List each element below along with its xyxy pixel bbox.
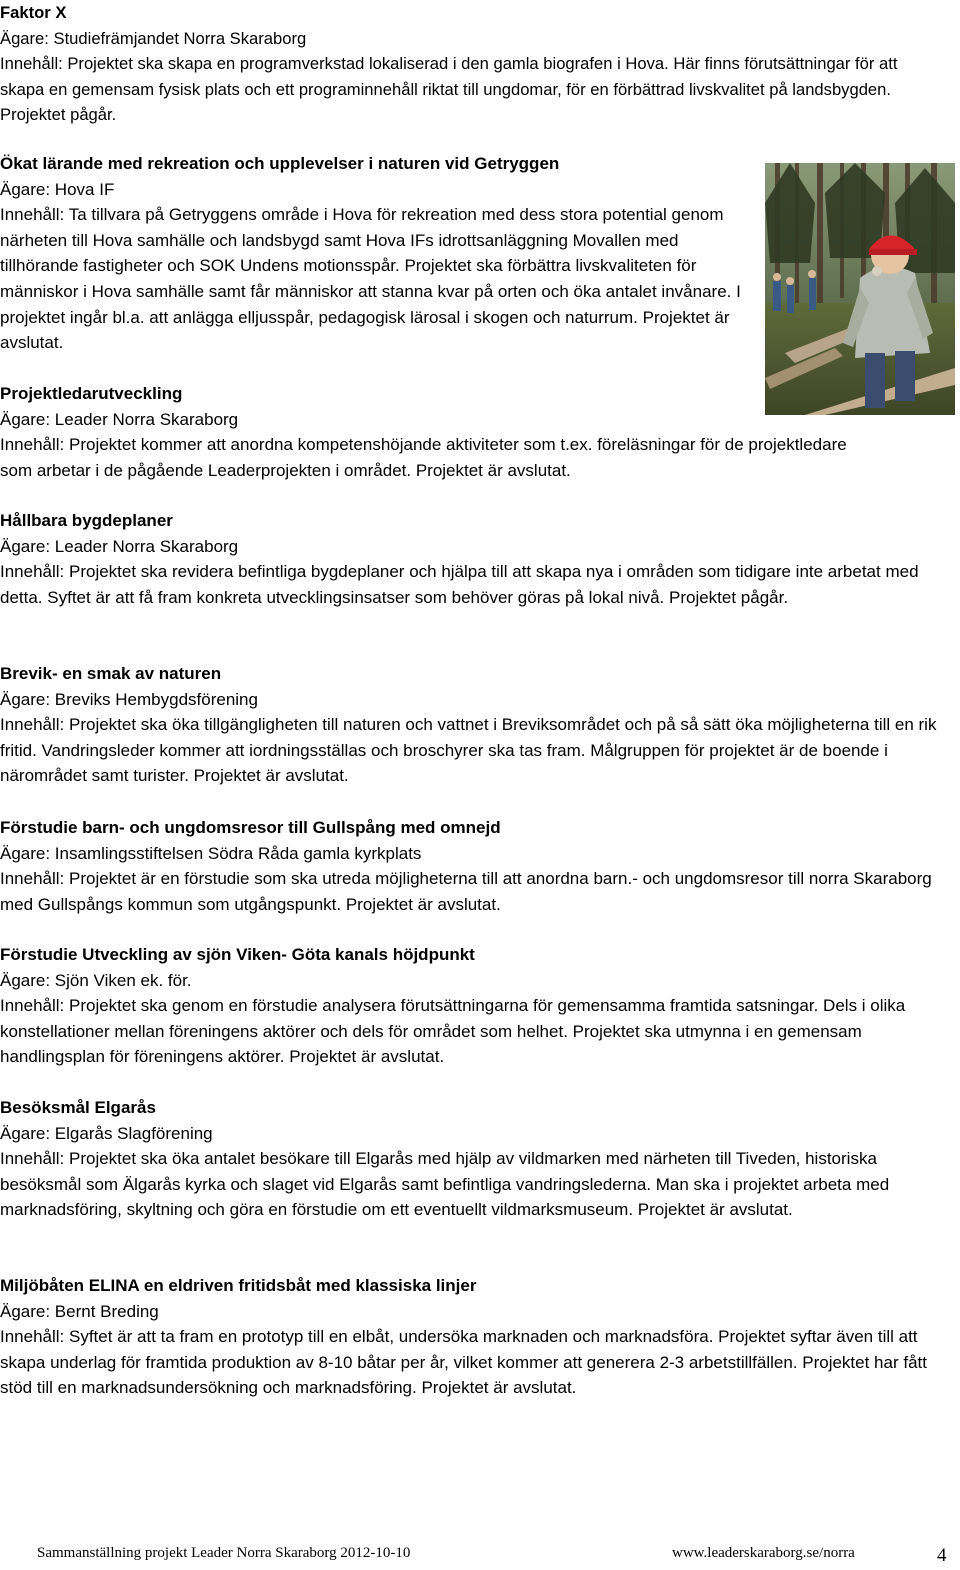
project-title: Förstudie barn- och ungdomsresor till Gullspång med omnejd	[0, 818, 501, 837]
project-brevik	[0, 661, 945, 789]
project-elgaras	[0, 1095, 945, 1223]
project-title: Brevik- en smak av naturen	[0, 664, 222, 683]
project-content: Innehåll: Projektet ska öka antalet besökare till Elgarås med hjälp av vildmarken med närheten till Tiveden, historiska besöksmål som Älgarås kyrka och slaget vid Elgarås samt befintliga vandringslederna. Man ska i projektet arbeta med marknadsföring, skyltning och göra en förstudie om ett eventuellt vildmarksmuseum. Projektet är avslutat.	[0, 1149, 890, 1220]
project-owner: Ägare: Leader Norra Skaraborg	[0, 536, 239, 556]
page-number: 4	[937, 1545, 947, 1566]
project-content: Innehåll: Projektet är en förstudie som ska utreda möjligheterna till att anordna barn.- och ungdomsresor till norra Skaraborg med Gullspångs kommun som utgångspunkt. Projektet är avslutat.	[0, 869, 932, 914]
forest-child-photo	[765, 163, 955, 415]
project-content: Innehåll: Ta tillvara på Getryggens område i Hova för rekreation med dess stora potential genom närheten till Hova samhälle och landsbygd samt Hova IFs idrottsanläggning Movallen med tillhörande fastigheter och SOK Undens motionsspår. Projektet ska förbättra livskvaliteten för människor i Hova samhälle samt får människor att stanna kvar på orten och öka antalet invånare. I projektet ingår bl.a. att anlägga elljusspår, pedagogisk lärosal i skogen och naturrum. Projektet är avslutat.	[0, 205, 741, 353]
project-owner: Ägare: Leader Norra Skaraborg	[0, 409, 239, 429]
project-owner: Ägare: Studiefrämjandet Norra Skaraborg	[0, 28, 307, 48]
project-content: Innehåll: Projektet ska öka tillgängligheten till naturen och vattnet i Breviksområdet och på så sätt öka möjligheterna till en rik fritid. Vandringsleder kommer att iordningsställas och broschyrer ska tas fram. Målgruppen för projektet är de boende i närområdet samt turister. Projektet är avslutat.	[0, 715, 937, 786]
project-title: Projektledarutveckling	[0, 384, 183, 403]
project-title: Besöksmål Elgarås	[0, 1098, 156, 1117]
footer-title: Sammanställning projekt Leader Norra Skaraborg 2012-10-10	[37, 1545, 411, 1561]
project-content: Innehåll: Projektet ska skapa en programverkstad lokaliserad i den gamla biografen i Hova. Här finns förutsättningar för att skapa en gemensam fysisk plats och ett programinnehåll riktat till ungdomar, för en förbättrad livskvalitet på landsbygden. Projektet pågår.	[0, 54, 898, 125]
project-getryggen	[0, 151, 750, 356]
project-elina	[0, 1273, 945, 1401]
project-projektledarutveckling	[0, 381, 860, 483]
project-owner: Ägare: Breviks Hembygdsförening	[0, 689, 258, 709]
project-title: Ökat lärande med rekreation och upplevelser i naturen vid Getryggen	[0, 154, 560, 173]
project-content: Innehåll: Projektet ska genom en förstudie analysera förutsättningarna för gemensamma framtida satsningar. Dels i olika konstellationer mellan föreningens aktörer och dels för området som helhet. Projektet ska utmynna i en gemensam handlingsplan för föreningens aktörer. Projektet är avslutat.	[0, 996, 906, 1067]
project-owner: Ägare: Hova IF	[0, 179, 115, 199]
project-title: Hållbara bygdeplaner	[0, 511, 173, 530]
project-sjon-viken	[0, 942, 945, 1070]
project-forstudie-barnresor	[0, 815, 945, 917]
project-faktor-x	[0, 0, 945, 128]
project-title: Faktor X	[0, 3, 67, 22]
project-owner: Ägare: Bernt Breding	[0, 1301, 159, 1321]
project-title: Miljöbåten ELINA en eldriven fritidsbåt med klassiska linjer	[0, 1276, 477, 1295]
project-hallbara-bygdeplaner	[0, 508, 945, 610]
footer-url: www.leaderskaraborg.se/norra	[672, 1545, 855, 1561]
project-title: Förstudie Utveckling av sjön Viken- Göta kanals höjdpunkt	[0, 945, 475, 964]
project-owner: Ägare: Insamlingsstiftelsen Södra Råda gamla kyrkplats	[0, 843, 422, 863]
project-content: Innehåll: Projektet kommer att anordna kompetenshöjande aktiviteter som t.ex. föreläsningar för de projektledare som arbetar i de pågående Leaderprojekten i området. Projektet är avslutat.	[0, 435, 847, 480]
project-content: Innehåll: Projektet ska revidera befintliga bygdeplaner och hjälpa till att skapa nya i områden som tidigare inte arbetat med detta. Syftet är att få fram konkreta utvecklingsinsatser som behöver göras på lokal nivå. Projektet pågår.	[0, 562, 919, 607]
project-content: Innehåll: Syftet är att ta fram en prototyp till en elbåt, undersöka marknaden och marknadsföra. Projektet syftar även till att skapa underlag för framtida produktion av 8-10 båtar per år, vilket kommer att generera 2-3 arbetstillfällen. Projektet har fått stöd till en marknadsundersökning och marknadsföring. Projektet är avslutat.	[0, 1327, 927, 1398]
project-owner: Ägare: Sjön Viken ek. för.	[0, 970, 192, 990]
project-owner: Ägare: Elgarås Slagförening	[0, 1123, 213, 1143]
